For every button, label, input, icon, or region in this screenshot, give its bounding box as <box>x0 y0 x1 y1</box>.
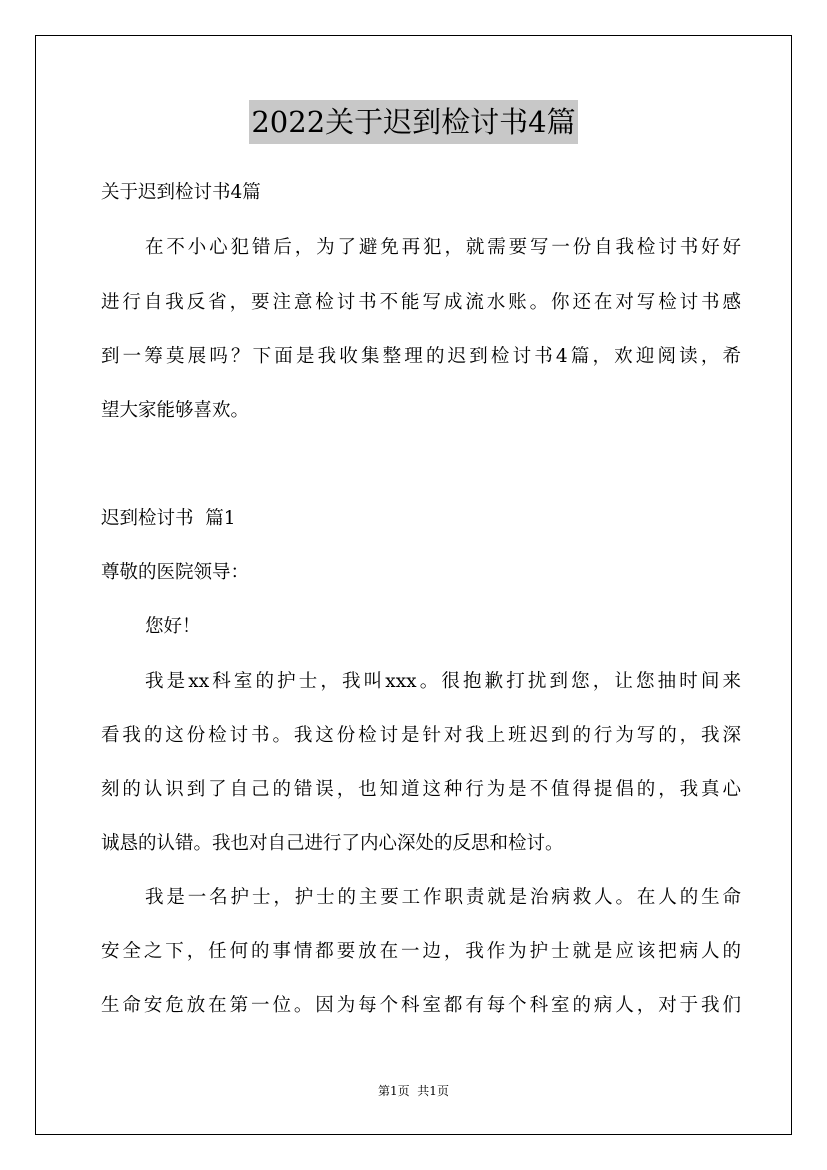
paragraph1-line-4: 诚恳的认错。我也对自己进行了内心深处的反思和检讨。 <box>101 833 564 854</box>
salutation: 尊敬的医院领导： <box>101 562 250 583</box>
paragraph1-line-2: 看我的这份检讨书。我这份检讨是针对我上班迟到的行为写的，我深 <box>101 725 741 746</box>
paragraph2-line-3: 生命安危放在第一位。因为每个科室都有每个科室的病人，对于我们 <box>101 995 741 1016</box>
intro-line-1: 在不小心犯错后，为了避免再犯，就需要写一份自我检讨书好好 <box>145 237 741 258</box>
intro-line-4: 望大家能够喜欢。 <box>101 400 250 421</box>
paragraph2-line-1: 我是一名护士，护士的主要工作职责就是治病救人。在人的生命 <box>145 887 741 908</box>
intro-line-3: 到一筹莫展吗？下面是我收集整理的迟到检讨书4篇，欢迎阅读，希 <box>101 346 741 367</box>
page-footer: 第1页 共1页 <box>378 1084 449 1098</box>
paragraph1-line-1: 我是xx科室的护士，我叫xxx。很抱歉打扰到您，让您抽时间来 <box>145 671 741 692</box>
document-subtitle: 关于迟到检讨书4篇 <box>101 182 261 203</box>
paragraph2-line-2: 安全之下，任何的事情都要放在一边，我作为护士就是应该把病人的 <box>101 941 741 962</box>
document-title <box>0 100 827 144</box>
document-title-text: 2022关于迟到检讨书4篇 <box>249 100 577 144</box>
section-heading: 迟到检讨书 篇1 <box>101 508 236 529</box>
paragraph1-line-3: 刻的认识到了自己的错误，也知道这种行为是不值得提倡的，我真心 <box>101 779 741 800</box>
intro-line-2: 进行自我反省，要注意检讨书不能写成流水账。你还在对写检讨书感 <box>101 292 741 313</box>
greeting: 您好！ <box>145 616 201 637</box>
